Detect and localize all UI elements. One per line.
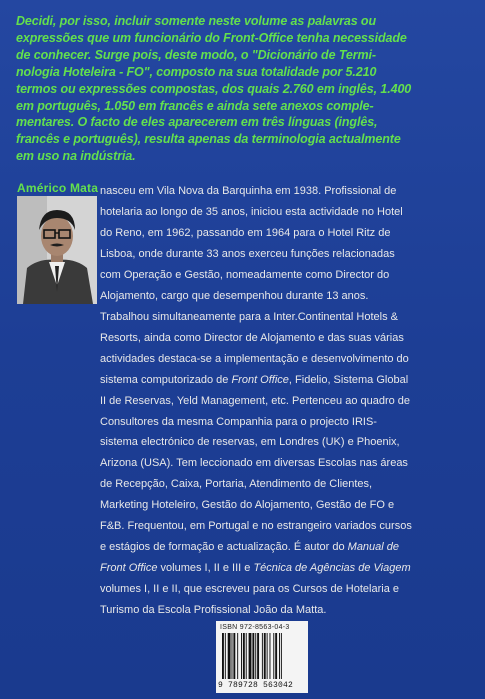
text-line: do Reno, em 1962, passando em 1964 para o Hotel Ritz de: [100, 227, 391, 239]
barcode-bar: [279, 633, 280, 679]
author-portrait: [17, 196, 97, 304]
barcode-bar: [262, 633, 263, 679]
text-line: termos ou expressões compostas, dos quais 2.760 em inglês, 1.400: [16, 81, 412, 96]
text-line: Consultores da mesma Companhia para o projecto IRIS-: [100, 415, 377, 428]
text-line: Trabalhou simultaneamente para a Inter.Continental Hotels &: [100, 311, 398, 323]
text-line: nasceu em Vila Nova da Barquinha em 1938. Profissional de: [100, 185, 397, 197]
barcode-bar: [232, 633, 233, 679]
barcode-bar: [281, 633, 282, 679]
text-line: hotelaria ao longo de 35 anos, iniciou esta actividade no Hotel: [100, 206, 403, 218]
barcode-bar: [273, 633, 274, 679]
text-line: mentares. O facto de eles aparecerem em três línguas (inglês,: [16, 115, 378, 130]
barcode-bar: [264, 633, 266, 679]
text-line: sistema computorizado de Front Office, Fidelio, Sistema Global: [100, 373, 409, 386]
text-line: II de Reservas, Yeld Management, etc. Pertenceu ao quadro de: [100, 394, 411, 407]
text-line: em uso na indústria.: [16, 149, 136, 164]
text-line: Arizona (USA). Tem leccionado em diversas Escolas nas áreas: [100, 457, 408, 470]
barcode-bar: [257, 633, 259, 679]
barcode-bar: [228, 633, 231, 679]
barcode-bar: [233, 633, 235, 679]
text-line: volumes I, II e II, que escreveu para os Cursos de Hotelaria e: [100, 582, 399, 595]
barcode-bar: [275, 633, 277, 679]
barcode-bar: [243, 633, 245, 679]
barcode-bar: [252, 633, 254, 679]
barcode-bar: [237, 633, 238, 679]
portrait-image: [17, 196, 97, 304]
bio-main-block: [100, 307, 472, 621]
text-line: Marketing Hoteleiro, Gestão do Alojamento, Gestão de FO e: [100, 499, 395, 512]
barcode-bar: [267, 633, 268, 679]
text-line: sistema electrónico de reservas, em Londres (UK) e Phoenix,: [100, 436, 400, 449]
barcode-bar: [255, 633, 256, 679]
barcode-bar: [241, 633, 242, 679]
text-line: Alojamento, cargo que desempenhou durante 13 anos.: [100, 290, 369, 302]
text-line: em português, 1.050 em francês e ainda sete anexos comple-: [16, 98, 374, 113]
text-line: de conhecer. Surge pois, deste modo, o "Dicionário de Termi-: [16, 47, 376, 62]
barcode-bars: [222, 633, 302, 679]
text-line: F&B. Frequentou, em Portugal e no estrangeiro variados cursos: [100, 520, 412, 533]
barcode-bar: [222, 633, 224, 679]
barcode-bar: [270, 633, 271, 679]
bio-first-block: [100, 181, 472, 307]
barcode-bar: [246, 633, 247, 679]
isbn-text: ISBN 972-8563-04-3: [220, 624, 290, 631]
text-line: com Operação e Gestão, nomeadamente como Director do: [100, 269, 390, 281]
text-line: expressões que um funcionário do Front-Office tenha necessidade: [16, 30, 407, 45]
text-line: francês e português), resulta apenas da terminologia actualmente: [16, 132, 401, 147]
intro-paragraph: [16, 13, 468, 165]
text-line: e estágios de formação e actualização. É autor do Manual de: [100, 540, 400, 553]
barcode-bar: [249, 633, 252, 679]
author-name: Américo Mata: [17, 181, 99, 195]
text-line: Resorts, ainda como Director de Alojamento e das suas várias: [100, 331, 404, 344]
barcode-bar: [225, 633, 226, 679]
barcode-number: 9 789728 563042: [218, 681, 294, 690]
text-line: Decidi, por isso, incluir somente neste volume as palavras ou: [16, 14, 376, 28]
text-line: Turismo da Escola Profissional João da Matta.: [100, 603, 327, 616]
barcode-label: [216, 621, 308, 693]
text-line: Lisboa, onde durante 33 anos exerceu funções relacionadas: [100, 248, 395, 260]
text-line: actividades destaca-se a implementação e desenvolvimento do: [100, 352, 409, 365]
text-line: nologia Hoteleira - FO", composto na sua totalidade por 5.210: [16, 64, 377, 79]
text-line: de Recepção, Caixa, Portaria, Atendimento de Clientes,: [100, 478, 373, 491]
text-line: Front Office volumes I, II e III e Técnica de Agências de Viagem: [100, 561, 411, 574]
